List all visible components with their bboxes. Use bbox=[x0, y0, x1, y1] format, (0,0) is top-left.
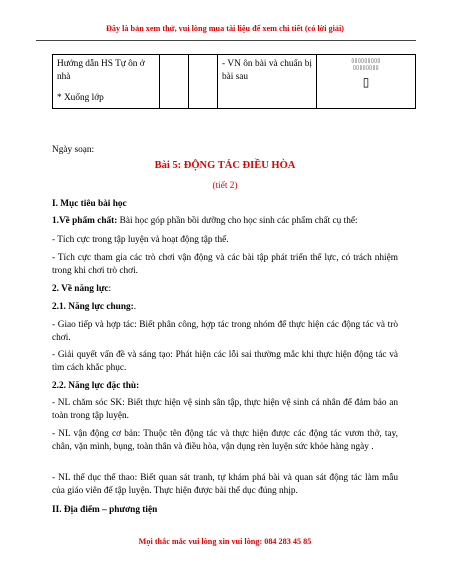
bullet-item: - NL chăm sóc SK: Biết thực hiện vệ sinh sân tập, thực hiện vệ sinh cá nhân để đảm bảo an toàn trong tập luyện. bbox=[52, 398, 398, 421]
table-cell-empty bbox=[160, 55, 189, 109]
bullet-item: - Tích cực trong tập luyện và hoạt động tập thể. bbox=[52, 235, 229, 245]
heading-text: 2.1. Năng lực chung: bbox=[52, 302, 134, 312]
bullet-item: - Giải quyết vấn đề và sáng tạo: Phát hiện các lỗi sai thường mắc khi thực hiện động tác và tìm cách khắc phục. bbox=[52, 350, 398, 373]
header-rule bbox=[36, 40, 416, 41]
preview-banner-top: Đây là bản xem thử, vui lòng mua tài liệu để xem chi tiết (có lời giải) bbox=[105, 24, 344, 33]
formation-glyphs-row: ▯▯▯▯▯▯▯▯ bbox=[352, 65, 379, 71]
bullet-item: - Tích cực tham gia các trò chơi vận động và các bài tập phát triển thể lực, có trách nhiệm trong khi chơi trò chơi. bbox=[52, 253, 398, 276]
date-label: Ngày soạn: bbox=[52, 145, 95, 155]
table-cell-empty bbox=[189, 55, 218, 109]
table-cell-formation bbox=[317, 55, 416, 109]
lesson-subtitle: (tiết 2) bbox=[212, 181, 238, 191]
formation-glyph: ▯ bbox=[362, 75, 370, 89]
heading-tail: : bbox=[108, 284, 112, 294]
heading-tail: . bbox=[133, 302, 137, 312]
bullet-item: - NL vận động cơ bản: Thuộc tên động tác và thực hiện được các động tác vươn thở, tay, chân, vặn mình, bụng, toàn thân và điều hòa, vận dụng rèn luyện sức khỏe hàng ngày . bbox=[52, 429, 398, 452]
subsection-heading: 2.2. Năng lực đặc thù: bbox=[52, 381, 140, 391]
formation-glyphs-row: ▯▯▯▯▯▯▯▯▯ bbox=[351, 58, 381, 64]
paragraph bbox=[52, 215, 398, 228]
table-cell-method: - VN ôn bài và chuẩn bị bài sau bbox=[218, 55, 317, 109]
lesson-plan-table bbox=[52, 54, 416, 109]
section-heading: I. Mục tiêu bài học bbox=[52, 199, 127, 209]
section-heading bbox=[52, 283, 398, 296]
table-cell-activity bbox=[53, 55, 160, 109]
paragraph-label: 1.Về phẩm chất: bbox=[52, 216, 118, 226]
heading-text: 2. Về năng lực bbox=[52, 284, 109, 294]
section-heading: II. Địa điểm – phương tiện bbox=[52, 505, 158, 515]
table-row bbox=[53, 55, 416, 109]
bullet-item: - NL thể dục thể thao: Biết quan sát tranh, tự khám phá bài và quan sát động tác làm mẫu của giáo viên để tập luyện. Thực hiện được bài thể dục đúng nhịp. bbox=[52, 473, 398, 496]
paragraph-text: Bài học góp phần bồi dưỡng cho học sinh các phẩm chất cụ thể: bbox=[117, 216, 358, 226]
contact-banner-bottom: Mọi thắc mắc vui lòng xin vui lòng: 084 283 45 85 bbox=[138, 537, 312, 546]
lesson-title: Bài 5: ĐỘNG TÁC ĐIỀU HÒA bbox=[154, 160, 296, 171]
activity-subtext: * Xuống lớp bbox=[57, 93, 104, 103]
activity-text: Hướng dẫn HS Tự ôn ở nhà bbox=[57, 59, 145, 82]
bullet-item: - Giao tiếp và hợp tác: Biết phân công, hợp tác trong nhóm để thực hiện các động tác và trò chơi. bbox=[52, 320, 398, 343]
subsection-heading bbox=[52, 301, 398, 314]
